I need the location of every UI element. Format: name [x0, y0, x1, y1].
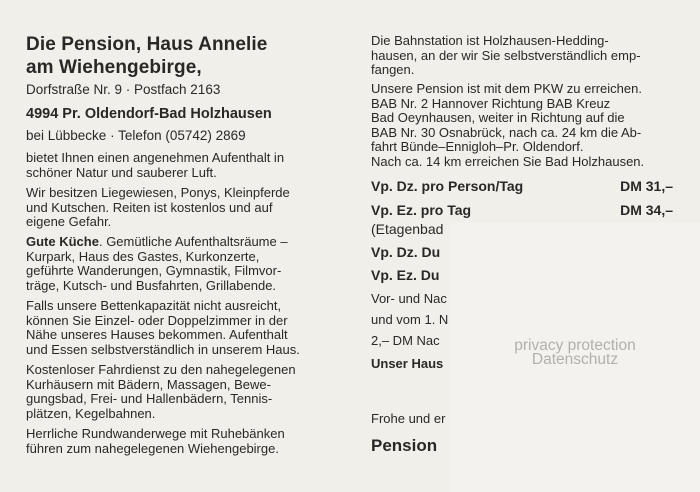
text-line: gungsbad, Frei- und Hallenbädern, Tennis-	[26, 391, 273, 407]
surcharge-note: 2,– DM Nac	[371, 333, 440, 348]
watermark-line-1: privacy protection	[514, 337, 636, 354]
text-line: bietet Ihnen einen angenehmen Aufenthalt in	[26, 150, 285, 165]
text-line: fangen.	[371, 62, 415, 78]
signature-pension: Pension	[371, 436, 438, 455]
season-note: Vor- und Nac	[371, 291, 447, 306]
phone: bei Lübbecke · Telefon (05742) 2869	[26, 128, 246, 143]
paragraph-3	[26, 235, 288, 293]
text-line: und Kutschen. Reiten ist kostenlos und auf	[26, 199, 273, 215]
text-line: Wir besitzen Liegewiesen, Ponys, Kleinpferde	[26, 185, 290, 200]
paragraph-1	[26, 151, 284, 180]
title-line-1: Die Pension, Haus Annelie	[26, 34, 268, 55]
watermark-line-2: Datenschutz	[531, 351, 619, 368]
text-line	[26, 235, 288, 250]
price-label: Vp. Ez. pro Tag	[371, 202, 472, 218]
gute-kueche-label: Gute Küche	[26, 234, 99, 249]
text-line: Nähe unseres Hauses bekommen. Aufenthalt	[26, 327, 288, 343]
paragraph-2	[26, 186, 290, 230]
text-line: Die Bahnstation ist Holzhausen-Hedding-	[371, 33, 609, 48]
text-line: schöner Natur und sauberer Luft.	[26, 164, 217, 180]
text-line: träge, Kutsch- und Busfahrten, Grillabende.	[26, 277, 277, 293]
text-line: Unsere Pension ist mit dem PKW zu erreichen.	[371, 81, 642, 96]
text-line: Nach ca. 14 km erreichen Sie Bad Holzhausen.	[371, 153, 645, 169]
text-line: Kostenloser Fahrdienst zu den nahegelegenen	[26, 362, 296, 377]
price-amount: DM 34,–	[620, 202, 673, 218]
address: Dorfstraße Nr. 9 · Postfach 2163	[26, 82, 221, 97]
city: 4994 Pr. Oldendorf-Bad Holzhausen	[26, 106, 272, 122]
text-line: eigene Gefahr.	[26, 214, 112, 230]
price-label: Vp. Dz. Du	[371, 244, 441, 260]
etagenbad-note: (Etagenbad	[371, 221, 444, 237]
price-label: Vp. Ez. Du	[371, 267, 440, 283]
price-row-2	[371, 202, 673, 218]
text-line: können Sie Einzel- oder Doppelzimmer in der	[26, 312, 288, 328]
text-line: geführte Wanderungen, Gymnastik, Filmvor-	[26, 263, 282, 279]
text-line: führen zum nahegelegenen Wiehengebirge.	[26, 440, 279, 456]
price-amount: DM 31,–	[620, 178, 673, 194]
paragraph-train	[371, 34, 641, 78]
text-line: Kurpark, Haus des Gastes, Kurkonzerte,	[26, 248, 260, 264]
text-line: hausen, an der wir Sie selbstverständlich emp-	[371, 47, 641, 63]
price-label: Vp. Dz. pro Person/Tag	[371, 178, 524, 194]
text-line: BAB Nr. 30 Osnabrück, nach ca. 24 km die Ab-	[371, 124, 642, 140]
greeting: Frohe und er	[371, 411, 446, 426]
paragraph-5	[26, 363, 296, 421]
title-line-2: am Wiehengebirge,	[26, 57, 202, 78]
paragraph-6	[26, 427, 285, 456]
text-line: fahrt Bünde–Ennigloh–Pr. Oldendorf.	[371, 139, 584, 155]
text-line: Bad Oeynhausen, weiter in Richtung auf die	[371, 110, 625, 126]
paragraph-car	[371, 82, 644, 170]
paragraph-4	[26, 299, 300, 357]
text-line: Falls unsere Bettenkapazität nicht ausreicht,	[26, 298, 282, 313]
price-row-1	[371, 178, 673, 194]
text-span: . Gemütliche Aufenthaltsräume –	[98, 234, 288, 249]
text-line: BAB Nr. 2 Hannover Richtung BAB Kreuz	[371, 95, 611, 111]
text-line: Kurhäusern mit Bädern, Massagen, Bewe-	[26, 376, 271, 392]
season-note-2: und vom 1. N	[371, 312, 449, 327]
text-line: plätzen, Kegelbahnen.	[26, 405, 156, 421]
text-line: und Essen selbstverständlich in unserem Haus.	[26, 341, 300, 357]
house-note: Unser Haus	[371, 356, 444, 371]
text-line: Herrliche Rundwanderwege mit Ruhebänken	[26, 426, 285, 441]
